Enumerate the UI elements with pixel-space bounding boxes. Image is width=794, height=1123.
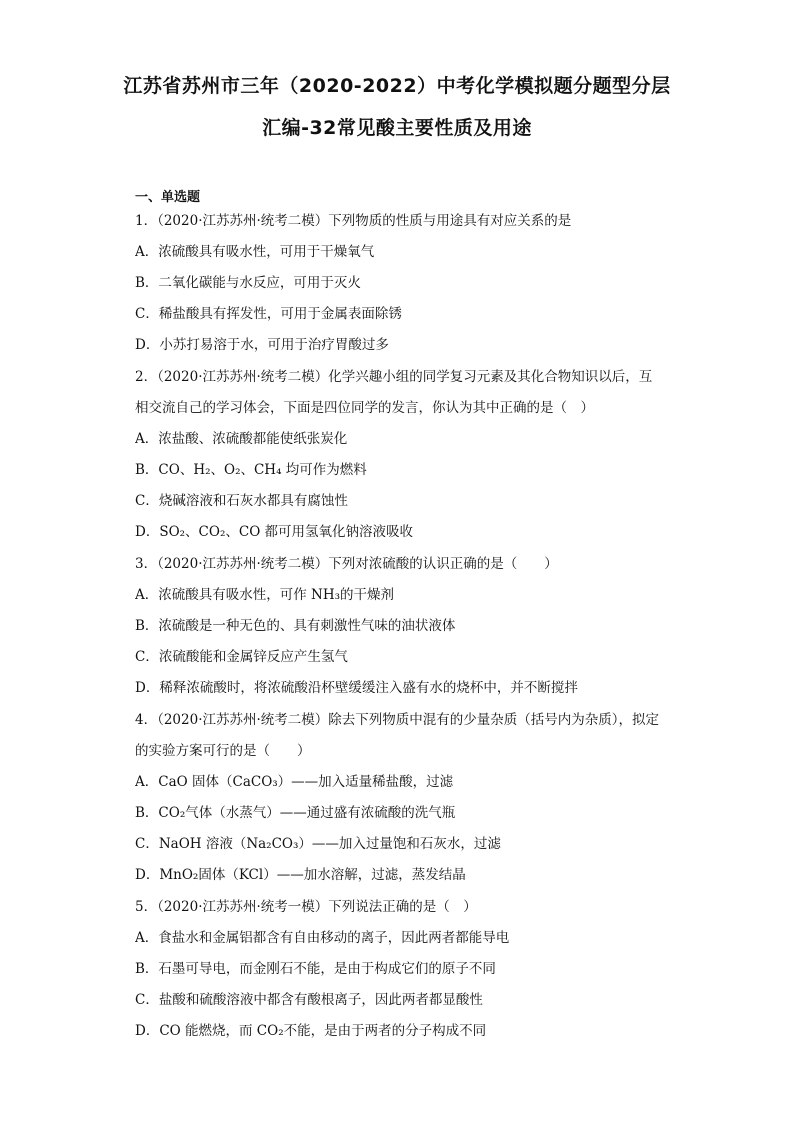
question-3-option-b: B．浓硫酸是一种无色的、具有刺激性气味的油状液体 xyxy=(135,618,456,634)
question-2-option-a: A．浓盐酸、浓硫酸都能使纸张炭化 xyxy=(135,431,348,447)
question-4-option-b: B．CO₂气体（水蒸气）——通过盛有浓硫酸的洗气瓶 xyxy=(135,805,456,821)
question-2-option-b: B．CO、H₂、O₂、CH₄ 均可作为燃料 xyxy=(135,462,367,478)
question-1-option-c: C．稀盐酸具有挥发性，可用于金属表面除锈 xyxy=(135,306,402,322)
question-3-option-c: C．浓硫酸能和金属锌反应产生氢气 xyxy=(135,649,348,665)
question-5-option-a: A．食盐水和金属铝都含有自由移动的离子，因此两者都能导电 xyxy=(135,930,510,946)
question-4-stem: 4．（2020·江苏苏州·统考二模）除去下列物质中混有的少量杂质（括号内为杂质），拟定 xyxy=(135,712,660,728)
question-1-option-b: B．二氧化碳能与水反应，可用于灭火 xyxy=(135,275,361,291)
question-4-option-d: D．MnO₂固体（KCl）——加水溶解，过滤，蒸发结晶 xyxy=(135,867,466,883)
question-1-option-d: D．小苏打易溶于水，可用于治疗胃酸过多 xyxy=(135,337,389,353)
question-3-option-d: D．稀释浓硫酸时，将浓硫酸沿杯壁缓缓注入盛有水的烧杯中，并不断搅拌 xyxy=(135,680,578,696)
question-1-option-a: A．浓硫酸具有吸水性，可用于干燥氧气 xyxy=(135,244,375,260)
question-4-option-a: A．CaO 固体（CaCO₃）——加入适量稀盐酸，过滤 xyxy=(135,774,454,790)
question-3-stem: 3．（2020·江苏苏州·统考二模）下列对浓硫酸的认识正确的是（ ） xyxy=(135,556,558,572)
question-5-option-c: C．盐酸和硫酸溶液中都含有酸根离子，因此两者都显酸性 xyxy=(135,992,483,1008)
section-heading: 一、单选题 xyxy=(135,190,201,205)
question-4-stem-cont: 的实验方案可行的是（ ） xyxy=(135,743,311,759)
question-5-stem: 5．（2020·江苏苏州·统考一模）下列说法正确的是（ ） xyxy=(135,899,477,915)
question-2-option-d: D．SO₂、CO₂、CO 都可用氢氧化钠溶液吸收 xyxy=(135,524,414,540)
question-2-option-c: C．烧碱溶液和石灰水都具有腐蚀性 xyxy=(135,493,348,509)
question-5-option-d: D．CO 能燃烧，而 CO₂不能，是由于两者的分子构成不同 xyxy=(135,1023,487,1039)
question-4-option-c: C．NaOH 溶液（Na₂CO₃）——加入过量饱和石灰水，过滤 xyxy=(135,836,501,852)
question-3-option-a: A．浓硫酸具有吸水性，可作 NH₃的干燥剂 xyxy=(135,587,395,603)
question-1-stem: 1．（2020·江苏苏州·统考二模）下列物质的性质与用途具有对应关系的是 xyxy=(135,213,572,229)
question-2-stem-cont: 相交流自己的学习体会，下面是四位同学的发言，你认为其中正确的是（ ） xyxy=(135,400,594,416)
question-2-stem: 2．（2020·江苏苏州·统考二模）化学兴趣小组的同学复习元素及其化合物知识以后，互 xyxy=(135,369,653,385)
question-5-option-b: B．石墨可导电，而金刚石不能，是由于构成它们的原子不同 xyxy=(135,961,496,977)
document-title-line2: 汇编-32常见酸主要性质及用途 xyxy=(262,117,532,139)
document-title-line1: 江苏省苏州市三年（2020-2022）中考化学模拟题分题型分层 xyxy=(123,75,671,97)
